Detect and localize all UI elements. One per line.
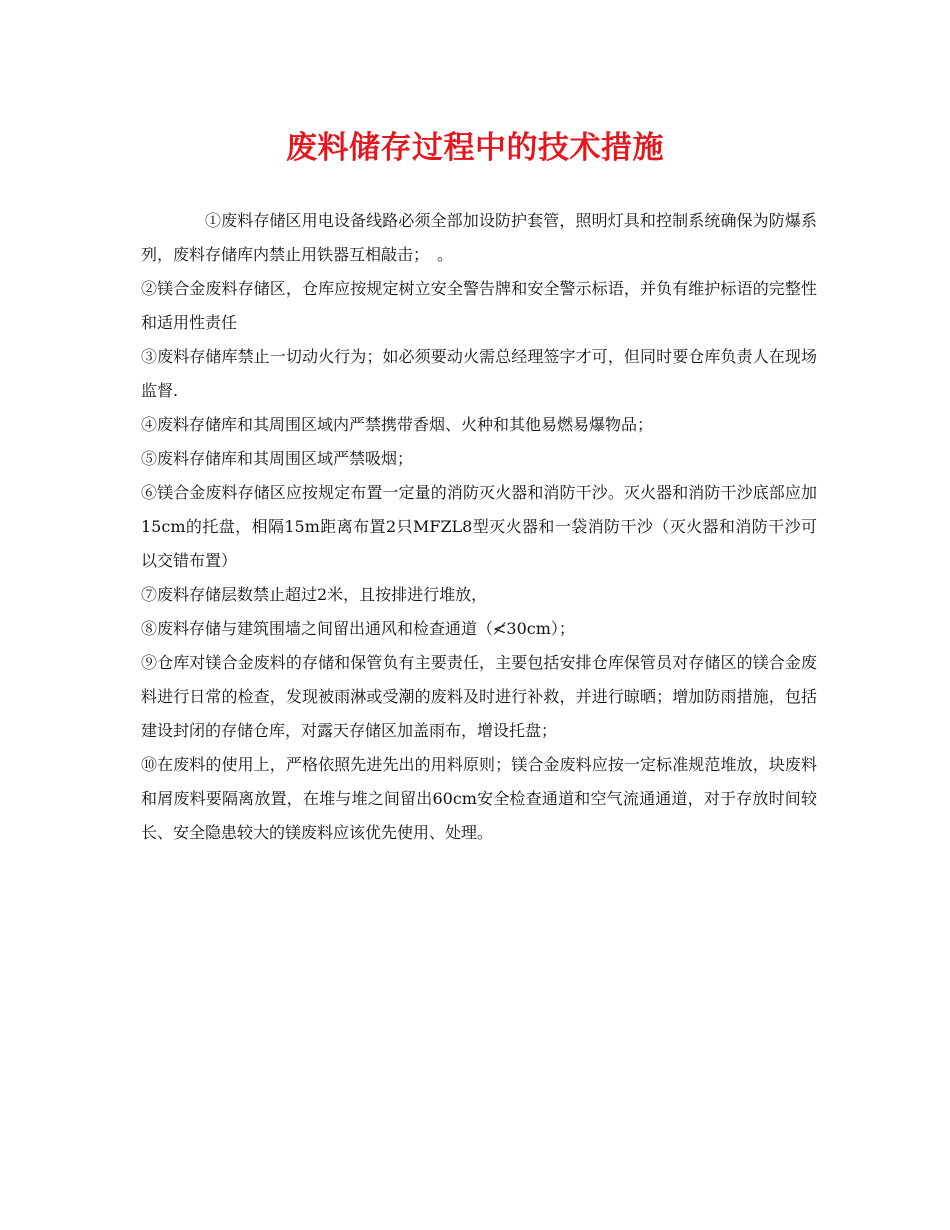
paragraph-3: ③废料存储库禁止一切动火行为；如必须要动火需总经理签字才可，但同时要仓库负责人在现场监督. [141, 347, 817, 400]
document-title: 废料储存过程中的技术措施 [286, 130, 664, 166]
paragraph-4: ④废料存储库和其周围区域内严禁携带香烟、火种和其他易燃易爆物品； [141, 415, 654, 434]
paragraph-10: ⑩在废料的使用上，严格依照先进先出的用料原则；镁合金废料应按一定标准规范堆放，块废料和屑废料要隔离放置，在堆与堆之间留出60cm安全检查通道和空气流通通道，对于存放时间较长、安全隐患较大的镁废料应该优先使用、处理。 [141, 755, 817, 842]
paragraph-1: ①废料存储区用电设备线路必须全部加设防护套管，照明灯具和控制系统确保为防爆系列，废料存储库内禁止用铁器互相敲击； 。 [141, 211, 817, 264]
document-body [141, 204, 817, 850]
paragraph-5: ⑤废料存储库和其周围区域严禁吸烟； [141, 449, 414, 468]
paragraph-9: ⑨仓库对镁合金废料的存储和保管负有主要责任，主要包括安排仓库保管员对存储区的镁合金废料进行日常的检查，发现被雨淋或受潮的废料及时进行补救，并进行晾晒；增加防雨措施，包括建设封闭的存储仓库，对露天存储区加盖雨布，增设托盘； [141, 653, 817, 740]
paragraph-7: ⑦废料存储层数禁止超过2米，且按排进行堆放， [141, 585, 488, 604]
paragraph-2: ②镁合金废料存储区，仓库应按规定树立安全警告牌和安全警示标语，并负有维护标语的完整性和适用性责任 [141, 279, 817, 332]
paragraph-8: ⑧废料存储与建筑围墙之间留出通风和检查通道（≮30cm）； [141, 619, 575, 638]
paragraph-6: ⑥镁合金废料存储区应按规定布置一定量的消防灭火器和消防干沙。灭火器和消防干沙底部应加15cm的托盘，相隔15m距离布置2只MFZL8型灭火器和一袋消防干沙（灭火器和消防干沙可以交错布置） [141, 483, 817, 570]
